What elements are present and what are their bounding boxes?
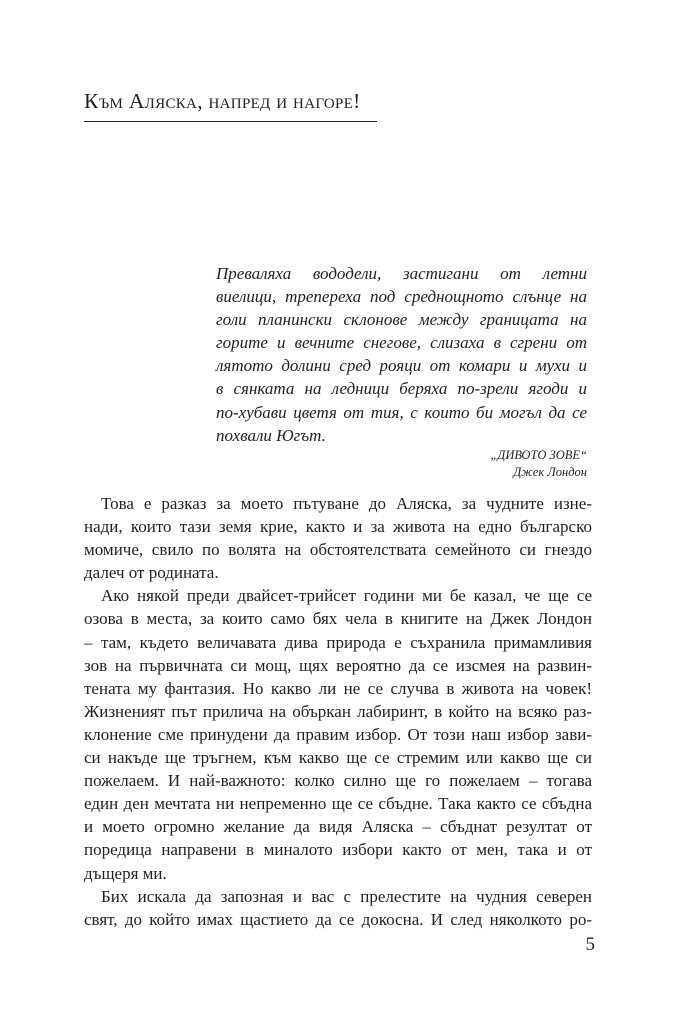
epigraph-source-author: Джек Лондон — [513, 464, 587, 479]
epigraph-line: по-хубави цветя от тия, с които би могъл да се — [216, 402, 587, 422]
epigraph-line: горите и вечните снегове, слизаха в сгрени от — [216, 333, 587, 353]
body-line: си накъде ще тръгнем, към какво ще се стремим или какво ще си — [84, 748, 592, 768]
epigraph-line: лятото долини сред рояци от комари и мухи и — [216, 356, 587, 376]
chapter-title: Към Аляска, напред и нагоре! — [84, 89, 361, 113]
body-line: пожелаем. И най-важното: колко силно ще го пожелаем – тогава — [84, 771, 592, 791]
body-line: клонение сме принудени да правим избор. От този наш избор зави- — [84, 724, 592, 744]
body-line: тената му фантазия. Но какво ли не се случва в живота на човек! — [84, 678, 592, 698]
body-line: Бих искала да запозная и вас с прелестите на чудния северен — [101, 886, 592, 906]
body-text — [84, 492, 592, 931]
epigraph — [216, 262, 587, 481]
body-line: момиче, свило по волята на обстоятелствата семейното си гнездо — [84, 540, 592, 560]
body-line: и моето огромно желание да видя Аляска – сбъднат резултат от — [84, 817, 592, 837]
body-line: зов на първичната си мощ, щях вероятно да се изсмея на развин- — [84, 655, 592, 675]
page-number: 5 — [585, 934, 595, 955]
body-line: един ден мечтата ни непременно ще се сбъдне. Така както се сбъдна — [84, 794, 592, 814]
title-underline — [84, 121, 377, 122]
epigraph-line: в сянката на ледници беряха по-зрели ягоди и — [216, 379, 587, 399]
body-line: Това е разказ за моето пътуване до Аляска, за чудните изне- — [101, 494, 592, 513]
body-line: Ако някой преди двайсет-трийсет години ми бе казал, че ще се — [101, 586, 592, 606]
body-line: свят, до който имах щастието да се докосна. И след няколкото ро- — [84, 909, 592, 929]
epigraph-line: голи планински склонове между границата на — [216, 310, 587, 330]
epigraph-line: виелици, трепереха под среднощното слънце на — [216, 287, 587, 307]
body-line: – там, където величавата дива природа е съхранила примамливия — [84, 632, 592, 652]
body-line: далеч от родината. — [84, 563, 219, 583]
epigraph-source-title: „ДИВОТО ЗОВЕ“ — [490, 447, 587, 462]
epigraph-line: Преваляха вододели, застигани от летни — [216, 264, 587, 283]
body-line: дъщеря ми. — [84, 863, 167, 883]
body-line: озова в места, за които само бях чела в книгите на Джек Лондон — [84, 609, 592, 629]
body-line: Жизненият път прилича на объркан лабиринт, в който на всяко раз- — [84, 701, 592, 721]
epigraph-line: похвали Югът. — [216, 425, 326, 445]
body-line: поредица направени в миналото избори както от мен, така и от — [84, 840, 592, 860]
body-line: нади, които тази земя крие, както и за живота на едно българско — [84, 517, 592, 537]
